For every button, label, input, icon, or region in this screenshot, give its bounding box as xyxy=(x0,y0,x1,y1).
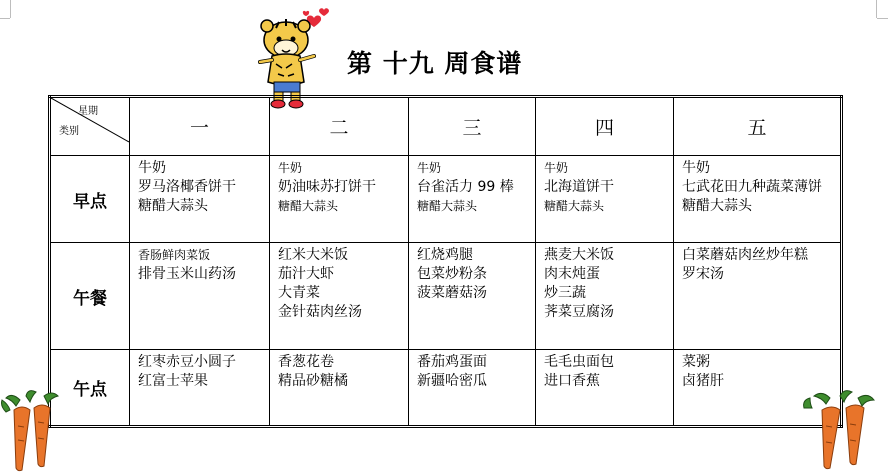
weekday-axis-label: 星期 xyxy=(78,106,98,117)
menu-cell xyxy=(536,350,674,427)
menu-item: 大青菜 xyxy=(278,285,320,301)
menu-cell xyxy=(536,156,674,243)
menu-item: 卤猪肝 xyxy=(682,373,724,389)
menu-item: 白菜蘑菇肉丝炒年糕 xyxy=(682,247,808,263)
menu-item: 奶油味苏打饼干 xyxy=(278,179,376,195)
menu-item: 糖醋大蒜头 xyxy=(138,198,208,214)
menu-cell xyxy=(409,156,536,243)
menu-cell xyxy=(270,350,409,427)
menu-cell xyxy=(409,350,536,427)
corner-header-cell xyxy=(50,97,130,156)
menu-item: 糖醋大蒜头 xyxy=(278,199,339,213)
menu-item: 红枣赤豆小圆子 xyxy=(138,354,236,370)
menu-item: 糖醋大蒜头 xyxy=(682,198,752,214)
menu-item: 牛奶 xyxy=(278,161,303,175)
menu-item: 牛奶 xyxy=(682,160,710,176)
menu-item: 罗马洛椰香饼干 xyxy=(138,179,236,195)
page-margin-mark xyxy=(877,18,888,19)
category-axis-label: 类别 xyxy=(59,126,79,137)
menu-item: 菜粥 xyxy=(682,354,710,370)
menu-cell xyxy=(270,156,409,243)
menu-item: 北海道饼干 xyxy=(544,179,614,195)
menu-item: 包菜炒粉条 xyxy=(417,266,487,282)
page-margin-mark xyxy=(10,0,11,18)
weekly-menu-table xyxy=(48,95,843,428)
menu-cell xyxy=(409,243,536,350)
menu-item: 香葱花卷 xyxy=(278,354,334,370)
menu-cell xyxy=(674,243,842,350)
menu-item: 金针菇肉丝汤 xyxy=(278,304,362,320)
menu-item: 香肠鲜肉菜饭 xyxy=(138,248,211,262)
page-title: 第 十九 周食谱 xyxy=(347,49,523,78)
menu-item: 排骨玉米山药汤 xyxy=(138,266,236,282)
day-header: 二 xyxy=(270,97,409,156)
table-row xyxy=(50,350,842,427)
menu-item: 精品砂糖橘 xyxy=(278,373,348,389)
menu-item: 牛奶 xyxy=(544,161,569,175)
carrot-icon xyxy=(800,388,888,472)
menu-item: 新疆哈密瓜 xyxy=(417,373,487,389)
menu-item: 炒三蔬 xyxy=(544,285,586,301)
day-header: 一 xyxy=(130,97,270,156)
page-margin-mark xyxy=(876,0,877,18)
menu-cell xyxy=(536,243,674,350)
menu-item: 糖醋大蒜头 xyxy=(544,199,605,213)
menu-item: 菠菜蘑菇汤 xyxy=(417,285,487,301)
menu-item: 荠菜豆腐汤 xyxy=(544,304,614,320)
menu-cell xyxy=(130,156,270,243)
menu-item: 红烧鸡腿 xyxy=(417,247,473,263)
table-header-row xyxy=(50,97,842,156)
day-header: 五 xyxy=(674,97,842,156)
day-header: 三 xyxy=(409,97,536,156)
heart-icon xyxy=(303,11,309,16)
meal-category-label: 午餐 xyxy=(50,243,130,350)
menu-item: 牛奶 xyxy=(138,160,166,176)
meal-category-label: 午点 xyxy=(50,350,130,427)
menu-cell xyxy=(130,243,270,350)
menu-item: 牛奶 xyxy=(417,161,442,175)
meal-category-label: 早点 xyxy=(50,156,130,243)
menu-cell xyxy=(130,350,270,427)
table-row xyxy=(50,243,842,350)
carrot-icon xyxy=(0,390,82,472)
menu-item: 肉末炖蛋 xyxy=(544,266,600,282)
menu-item: 番茄鸡蛋面 xyxy=(417,354,487,370)
menu-item: 红富士苹果 xyxy=(138,373,208,389)
menu-item: 糖醋大蒜头 xyxy=(417,199,478,213)
menu-item: 红米大米饭 xyxy=(278,247,348,263)
heart-icon xyxy=(319,8,329,16)
menu-item: 七武花田九种蔬菜薄饼 xyxy=(682,179,822,195)
menu-item: 毛毛虫面包 xyxy=(544,354,614,370)
day-header: 四 xyxy=(536,97,674,156)
menu-cell xyxy=(270,243,409,350)
menu-item: 罗宋汤 xyxy=(682,266,724,282)
menu-item: 燕麦大米饭 xyxy=(544,247,614,263)
table-row xyxy=(50,156,842,243)
menu-item: 台雀活力 99 棒 xyxy=(417,179,514,195)
menu-item: 茄汁大虾 xyxy=(278,266,334,282)
page-margin-mark xyxy=(0,18,10,19)
menu-item: 进口香蕉 xyxy=(544,373,600,389)
menu-cell xyxy=(674,156,842,243)
